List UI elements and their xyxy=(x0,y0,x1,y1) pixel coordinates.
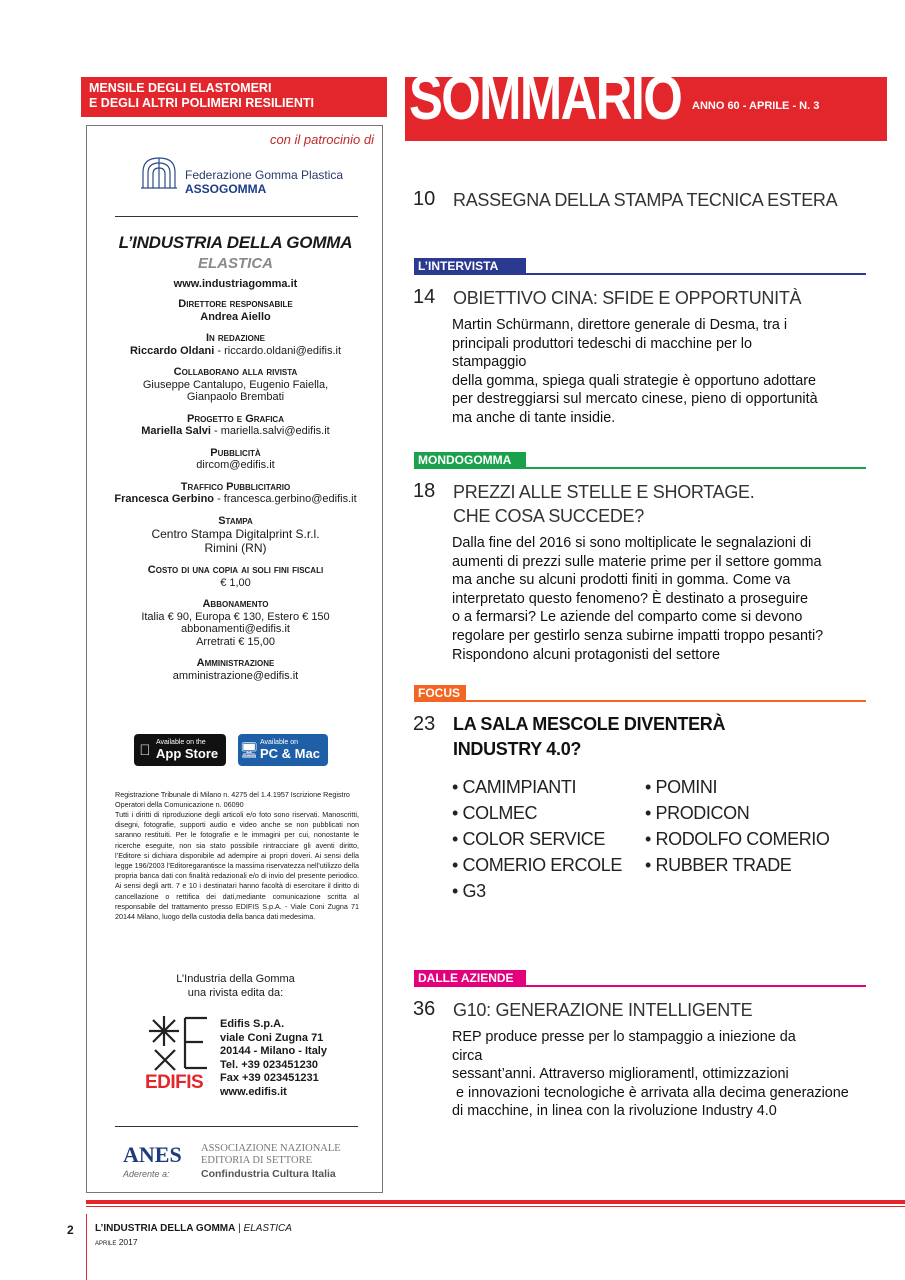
section-tag-focus: FOCUS xyxy=(414,685,466,702)
desc-line: di macchine, in linea con la rivoluzione Industry 4.0 xyxy=(452,1103,777,1120)
editor-email[interactable]: - riccardo.oldani@edifis.it xyxy=(214,344,342,357)
app-store-label: App Store xyxy=(156,746,219,761)
footer-mag-subtitle: ELASTICA xyxy=(243,1223,292,1234)
publisher-line-2: una rivista edita da: xyxy=(187,987,284,999)
company-item: • COMERIO ERCOLE xyxy=(452,855,622,875)
article-page-number: 14 xyxy=(413,286,436,308)
tagline-line-2: E DEGLI ALTRI POLIMERI RESILIENTI xyxy=(89,96,315,110)
subscription-role: Abbonamento xyxy=(202,598,269,610)
desc-line: principali produttori tedeschi di macchine per lo stampaggio xyxy=(452,335,752,371)
company-list-right xyxy=(645,774,830,878)
subscription-email[interactable]: abbonamenti@edifis.it xyxy=(180,623,290,635)
page-number: 2 xyxy=(67,1223,74,1237)
page-title: SOMMARIO xyxy=(409,64,682,133)
issue-info: ANNO 60 - APRILE - N. 3 xyxy=(692,100,820,112)
edifis-city: 20144 - Milano - Italy xyxy=(220,1045,327,1058)
article-title[interactable] xyxy=(453,713,725,760)
divider xyxy=(115,216,358,217)
footer-rule-thin xyxy=(86,1206,905,1207)
design-role: Progetto e Grafica xyxy=(187,412,284,425)
desc-line: Rispondono alcuni protagonisti del settore xyxy=(452,646,720,663)
advertising-role: Pubblicità xyxy=(210,446,261,459)
article-page-number: 23 xyxy=(413,713,436,735)
designer-email[interactable]: - mariella.salvi@edifis.it xyxy=(210,425,330,437)
divider xyxy=(115,1126,358,1127)
designer-name: Mariella Salvi xyxy=(141,425,211,437)
title-line: INDUSTRY 4.0? xyxy=(453,739,582,759)
colophon-box xyxy=(86,125,383,1193)
article-description xyxy=(452,316,824,428)
footer-rule xyxy=(86,1200,905,1204)
assogomma-name: ASSOGOMMA xyxy=(185,182,267,196)
edifis-tel: Tel. +39 023451230 xyxy=(220,1058,318,1071)
printer-name: Centro Stampa Digitalprint S.r.l. xyxy=(151,527,320,541)
desc-line: della gomma, spiega quali strategie è opportuno adottare xyxy=(452,372,817,389)
cost-role: Costo di una copia ai soli fini fiscali xyxy=(147,564,324,576)
footer-date xyxy=(95,1237,138,1247)
anes-confindustria: Confindustria Cultura Italia xyxy=(201,1168,336,1180)
article-title[interactable] xyxy=(453,481,754,527)
section-tag-mondogomma: MONDOGOMMA xyxy=(414,452,526,469)
section-rule xyxy=(414,985,866,987)
masthead-url[interactable]: www.industriagomma.it xyxy=(173,278,298,290)
desc-line: sessant’anni. Attraverso miglioramentl, ottimizzazioni xyxy=(452,1066,789,1083)
company-item: • RODOLFO COMERIO xyxy=(645,829,830,849)
anes-aderente: Aderente a: xyxy=(123,1169,170,1179)
ad-traffic-name: Francesca Gerbino xyxy=(114,493,215,505)
director-role: Direttore responsabile xyxy=(178,298,293,310)
assogomma-logo-icon xyxy=(139,152,179,192)
director-name: Andrea Aiello xyxy=(200,310,271,323)
desc-line: ma anche su alcuni prodotti finiti in gomma. Come va xyxy=(452,572,791,589)
section-rule xyxy=(414,467,866,469)
print-role: Stampa xyxy=(218,514,253,527)
article-description xyxy=(452,1028,849,1121)
footer-mag-sep: | xyxy=(235,1223,244,1234)
company-item: • G3 xyxy=(452,881,486,901)
company-item: • POMINI xyxy=(645,777,718,797)
edifis-web[interactable]: www.edifis.it xyxy=(220,1085,287,1098)
edifis-logo-word: EDIFIS xyxy=(145,1072,204,1093)
tagline-line-1: MENSILE DEGLI ELASTOMERI xyxy=(89,81,272,95)
subscription-prices: Italia € 90, Europa € 130, Estero € 150 xyxy=(141,610,330,623)
edifis-address xyxy=(220,1018,327,1100)
desc-line: REP produce presse per lo stampaggio a iniezione da circa xyxy=(452,1029,796,1064)
ad-traffic-email[interactable]: - francesca.gerbino@edifis.it xyxy=(214,493,357,505)
desc-line: Dalla fine del 2016 si sono moltiplicate le segnalazioni di xyxy=(452,535,812,551)
desc-line: per destreggiarsi sul mercato cinese, pieno di opportunità xyxy=(452,391,818,408)
footer-year: 2017 xyxy=(116,1237,138,1247)
desc-line: regolare per gestirlo senza subirne impatti troppo pesanti? xyxy=(452,627,824,644)
back-issues-price: Arretrati € 15,00 xyxy=(196,635,275,648)
desc-line: o a fermarsi? Le aziende del comparto come si devono xyxy=(452,609,803,626)
section-rule xyxy=(414,700,866,702)
footer-mag-title: L’INDUSTRIA DELLA GOMMA xyxy=(95,1223,236,1234)
company-item: • PRODICON xyxy=(645,803,750,823)
anes-logo-word: ANES xyxy=(123,1142,182,1167)
article-description xyxy=(452,534,824,664)
section-tag-dalle-aziende: DALLE AZIENDE xyxy=(414,970,526,987)
monitor-icon: 🖥 xyxy=(239,742,259,759)
article-page-number: 36 xyxy=(413,998,436,1020)
administration-role: Amministrazione xyxy=(196,657,275,669)
section-rule xyxy=(414,273,866,275)
title-line: PREZZI ALLE STELLE E SHORTAGE. xyxy=(453,482,755,502)
article-title[interactable]: G10: GENERAZIONE INTELLIGENTE xyxy=(453,1000,753,1020)
masthead-subtitle: ELASTICA xyxy=(198,255,273,272)
company-item: • COLMEC xyxy=(452,803,538,823)
anes-assoc-line-2: EDITORIA DI SETTORE xyxy=(201,1154,313,1166)
company-item: • CAMIMPIANTI xyxy=(452,777,577,797)
company-item: • RUBBER TRADE xyxy=(645,855,792,875)
editorial-role: In redazione xyxy=(205,332,265,344)
masthead-title: L’INDUSTRIA DELLA GOMMA xyxy=(118,233,353,252)
federation-name: Federazione Gomma Plastica xyxy=(185,168,344,182)
footer-magazine-name xyxy=(95,1223,292,1234)
contributors-role: Collaborano alla rivista xyxy=(173,366,298,378)
title-line: LA SALA MESCOLE DIVENTERÀ xyxy=(453,714,726,734)
desc-line: interpretato questo fenomeno? È destinato a proseguire xyxy=(452,590,809,607)
registration-notice: Registrazione Tribunale di Milano n. 4275 del 1.4.1957 Iscrizione Registro Operatori della Comunicazione n. 06090 xyxy=(115,790,350,809)
pc-mac-badge[interactable] xyxy=(238,734,328,766)
staff-credits xyxy=(87,298,384,682)
anes-association xyxy=(201,1143,341,1166)
article-page-number: 10 xyxy=(413,188,436,210)
cost-value: € 1,00 xyxy=(220,576,251,589)
apple-icon xyxy=(134,742,156,759)
patrocinio-label: con il patrocinio di xyxy=(269,132,374,147)
publisher-line-1: L’Industria della Gomma xyxy=(176,973,295,985)
desc-line: ma anche di tante insidie. xyxy=(452,409,616,426)
ad-traffic-role: Traffico Pubblicitario xyxy=(180,480,291,493)
desc-line: Martin Schürmann, direttore generale di Desma, tra i xyxy=(452,317,788,333)
desc-line: e innovazioni tecnologiche è arrivata alla decima generazione xyxy=(452,1084,849,1101)
magazine-tagline-banner xyxy=(81,77,387,117)
article-page-number: 18 xyxy=(413,480,436,502)
edifis-fax: Fax +39 023451231 xyxy=(220,1072,319,1085)
article-title[interactable]: RASSEGNA DELLA STAMPA TECNICA ESTERA xyxy=(453,190,838,210)
footer-vertical-rule xyxy=(86,1214,87,1280)
article-title[interactable]: OBIETTIVO CINA: SFIDE E OPPORTUNITÀ xyxy=(453,288,802,308)
administration-email[interactable]: amministrazione@edifis.it xyxy=(172,669,299,682)
app-store-small-text: Available on the xyxy=(156,739,206,746)
title-line: CHE COSA SUCCEDE? xyxy=(453,506,644,526)
app-store-badge[interactable] xyxy=(134,734,226,766)
anes-assoc-line-1: ASSOCIAZIONE NAZIONALE xyxy=(201,1143,341,1154)
edifis-street: viale Coni Zugna 71 xyxy=(220,1031,324,1044)
advertising-email[interactable]: dircom@edifis.it xyxy=(196,459,275,471)
contributors-names-2: Gianpaolo Brembati xyxy=(186,391,285,403)
company-list-left xyxy=(452,774,622,904)
footer-month: aprile xyxy=(95,1237,117,1247)
editor-name: Riccardo Oldani xyxy=(129,344,215,357)
desc-line: aumenti di prezzi sulle materie prime per il settore gomma xyxy=(452,553,822,570)
section-tag-intervista: L’INTERVISTA xyxy=(414,258,526,275)
company-item: • COLOR SERVICE xyxy=(452,829,606,849)
printer-city: Rimini (RN) xyxy=(204,541,267,555)
copyright-notice: Tutti i diritti di riproduzione degli articoli e/o foto sono riservati. Manoscritti, disegni, fotografie, supporti audio e video anche se non pubblicati non saranno restituiti. Per le fotografie e le immagini per cui, nonostante le ricerche eseguite, non sia stato possibile rintracciare gli aventi diritto, l’Editore si dichiara disponibile ad adempire ai propri doveri. Ai sensi della legge 196/2003 l’Editoregarantisce la massima riservatezza nell’utilizzo della propria banca dati con finalità redazionali e/o di invio del presente periodico. Ai sensi degli artt. 7 e 10 i destinatari hanno facoltà di esercitare il diritto di cancellazione o rettifica dei dati,mediante comunicazione scritta al responsabile del trattamento presso EDIFIS S.p.A. - Viale Coni Zugna 71 20144 Milano, luogo della custodia della banca dati medesima. xyxy=(115,810,359,922)
pc-mac-small-text: Available on xyxy=(260,739,299,746)
edifis-logo-icon xyxy=(145,1014,215,1072)
publisher-intro xyxy=(87,972,384,1000)
pc-mac-label: PC & Mac xyxy=(260,746,320,761)
contributors-names-1: Giuseppe Cantalupo, Eugenio Faiella, xyxy=(142,378,329,391)
edifis-company: Edifis S.p.A. xyxy=(220,1018,285,1030)
